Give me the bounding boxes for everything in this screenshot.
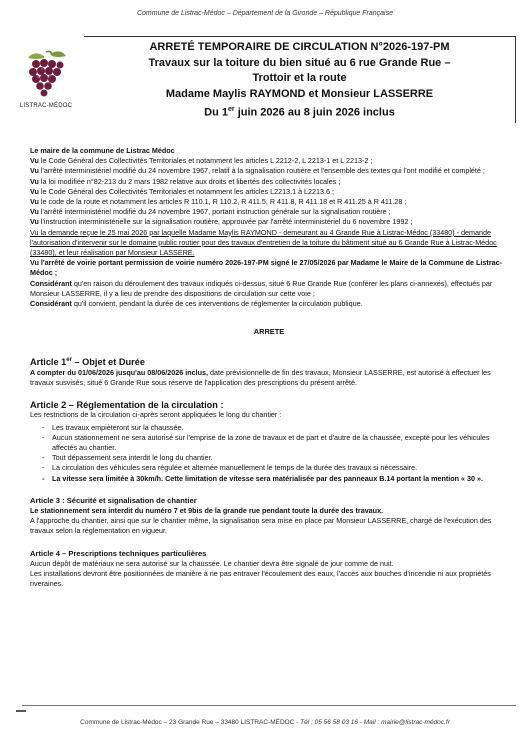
considerant-2: Considérant qu'il convient, pendant la durée de ces interventions de réglementer la circulation publique. <box>30 299 363 309</box>
vu-line-4: Vu le Code Général des Collectivités Territoriales et notamment les articles L2213.1 à L2213.6 ; <box>30 186 335 196</box>
arrete-number-title: ARRETÉ TEMPORAIRE DE CIRCULATION N°2026-197-PM <box>149 41 450 53</box>
footer-divider <box>22 705 516 706</box>
article-3-title: Article 3 : Sécurité et signalisation de chantier <box>30 495 197 505</box>
logo-text: LISTRAC-MÉDOC <box>19 103 73 109</box>
vu-line-2: Vu l'arrêté interministériel modifié du 24 novembre 1967, relatif à la signalisation routière et l'ensemble des textes qui l'ont modifié et complété ; <box>30 166 485 176</box>
vu-line-5: Vu le code de la route et notamment les articles R 110.1, R 110.2, R 411.5, R 411.8, R 411.18 et R 411.25 à R 411.28 ; <box>30 197 407 207</box>
article-4-text-1: Aucun dépôt de matériaux ne sera autorisé sur la chaussée. Le chantier devra être signalé de jour comme de nuit. <box>30 558 394 568</box>
vu-line-3: Vu la loi modifiée n°82-213 du 2 mars 1982 relative aux droits et libertés des collectivités locales ; <box>30 176 341 186</box>
vu-line-7: Vu l'instruction interministérielle sur la signalisation routière, approuvée par l'arrêté interministériel du 6 novembre 1992 ; <box>30 217 413 227</box>
vu-demande: Vu la demande reçue le 25 mai 2026 par laquelle Madame Maylis RAYMOND - demeurant au 4 Grande Rue à Listrac-Médoc (33480) - demande l'autorisation d'intervenir sur le domaine public routier pour des travaux d'entretien de la toiture du bâtiment situé au 6 Grande Rue à Listrac-Médoc (33480), et leur réalisation par Monsieur LASSERE. <box>30 227 497 258</box>
vu-line-6: Vu l'arrêté interministériel modifié du 24 novembre 1967, portant instruction générale sur la signalisation routière ; <box>30 207 391 217</box>
article-2 <box>30 400 508 484</box>
title-location: Trottoir et la route <box>252 72 347 84</box>
considerant-1: Considérant qu'en raison du déroulement des travaux indiqués ci-dessus, situé 6 Rue Grande Rue (conférer les plans ci-annexés), effectués par Monsieur LASSERRE, il y a lieu de prendre des dispositions de circulation sur cette voie ; <box>30 278 493 298</box>
title-works: Travaux sur la toiture du bien situé au 6 rue Grande Rue – <box>148 56 451 69</box>
article-3 <box>30 496 508 537</box>
list-item: - Tout dépassement sera interdit le long du chantier. <box>30 453 508 463</box>
grape-logo-icon <box>16 48 76 120</box>
list-item: - La circulation des véhicules sera régulée et alternée manuellement le temps de la durée des travaux si nécessaire. <box>30 463 508 473</box>
article-4-title: Article 4 – Prescriptions techniques particulières <box>30 548 207 558</box>
arrete-heading: ARRETE <box>253 327 285 337</box>
article-2-title: Article 2 – Réglementation de la circulation : <box>30 400 224 411</box>
article-2-list <box>30 423 508 484</box>
article-2-intro: Les restrictions de la circulation ci-après seront appliquées le long du chantier : <box>30 410 282 420</box>
article-1-title: Article 1er – Objet et Durée <box>30 357 145 368</box>
title-persons: Madame Maylis RAYMOND et Monsieur LASSERRE <box>165 87 434 100</box>
list-item: - Aucun stationnement ne sera autorisé sur l'emprise de la zone de travaux et de part et d'autre de la chaussée, excepté pour les véhicules affectés au chantier. <box>30 433 508 453</box>
mayor-heading: Le maire de la commune de Listrac Médoc <box>30 146 175 155</box>
document-body <box>30 146 508 601</box>
article-3-text: A l'approche du chantier, ainsi que sur le chantier même, la signalisation sera mise en place par Monsieur LASSERRE, chargé de l'exécution des travaux selon la réglementation en vigueur. <box>30 516 492 536</box>
vu-arrete-voirie: Vu l'arrêté de voirie portant permission de voirie numéro 2026-197-PM signé le 27/05/2026 par Madame le Maire de la Commune de Listrac-Médoc ; <box>30 258 502 278</box>
article-1-text: A compter du 01/06/2026 jusqu'au 08/06/2026 inclus, date prévisionnelle de fin des travaux, Monsieur LASSERRE, est autorisé à effectuer les travaux susvisés, situé 6 Grande Rue sous réserve de l'application des prescriptions du présent arrêté. <box>30 367 491 387</box>
page-footer: Commune de Listrac-Médoc – 23 Grande Rue – 33480 LISTRAC-MÉDOC - Tél : 05 56 58 03 16 - Mail : mairie@listrac-médoc.fr <box>80 719 450 726</box>
article-1 <box>30 355 508 388</box>
title-box <box>84 36 516 123</box>
list-item: - Les travaux empièteront sur la chaussée. <box>30 423 508 433</box>
footer-mark <box>16 710 26 712</box>
article-4-text-2: Les installations devront être positionnées de manière à ne pas entraver l'écoulement des eaux, l'accès aux bouches d'incendie ni aux propriétés riveraines. <box>30 568 491 589</box>
article-4 <box>30 549 508 590</box>
title-dates: Du 1er juin 2026 au 8 juin 2026 inclus <box>204 106 395 119</box>
list-item-speed-limit: - La vitesse sera limitée à 30km/h. Cette limitation de vitesse sera matérialisée par des panneaux B.14 portant la mention « 30 ». <box>30 474 508 484</box>
vu-line-1: Vu le Code Général des Collectivités Territoriales et notamment les articles L 2212-2, L 2213-1 et L 2213-2 ; <box>30 156 373 166</box>
page-header: Commune de Listrac-Médoc – Département de la Gironde – République Française <box>136 10 394 17</box>
article-3-bold: Le stationnement sera interdit du numéro 7 et 9bis de la grande rue pendant toute la durée des travaux. <box>30 505 384 515</box>
